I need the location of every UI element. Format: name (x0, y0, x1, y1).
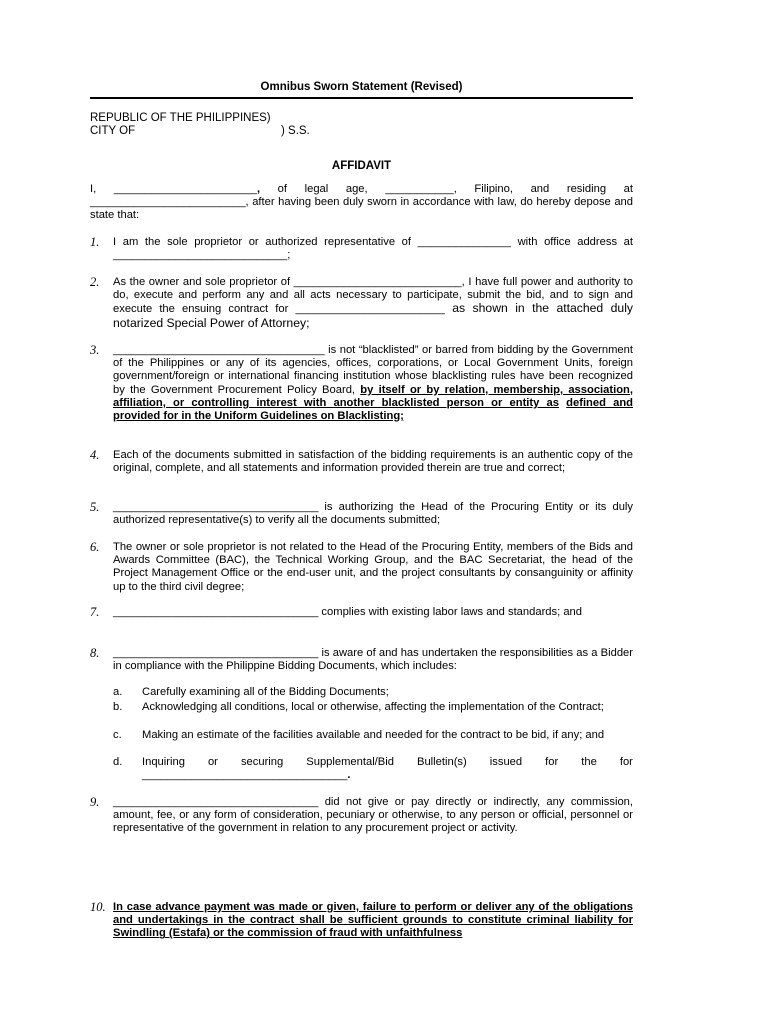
item-number: 4. (90, 448, 100, 462)
list-item (90, 796, 633, 836)
list-item (90, 344, 633, 423)
document-title: Omnibus Sworn Statement (Revised) (260, 81, 463, 93)
sub-item-blank-line (142, 769, 633, 782)
item-text: _________________________________ is authorizing the Head of the Procuring Entity or its duly authorized representative(s) to verify all the documents submitted; (113, 501, 633, 527)
item-text: _________________________________ complies with existing labor laws and standards; and (113, 606, 582, 618)
intro-comma: , (256, 183, 261, 195)
list-item (90, 606, 633, 619)
item-text: _________________________________ did not give or pay directly or indirectly, any commission, amount, fee, or any form of consideration, pecuniary or otherwise, to any person or official, personnel or representative of the government in relation to any procurement project or activity. (113, 796, 633, 835)
list-item (90, 647, 633, 673)
sub-item-word: for (545, 756, 559, 768)
item-text: In case advance payment was made or given, failure to perform or deliver any of the obligations and undertakings in the contract shall be sufficient grounds to constitute criminal liability for Swindling (Estafa) or the commission of fraud with unfaithfulness (113, 901, 633, 940)
affidavit-heading: AFFIDAVIT (331, 160, 392, 172)
sub-item-text: Making an estimate of the facilities available and needed for the contract to be bid, if any; and (142, 729, 605, 741)
venue-republic: REPUBLIC OF THE PHILIPPINES) (90, 112, 271, 124)
list-item (90, 449, 633, 475)
item-number: 10. (90, 900, 106, 914)
item-number: 1. (90, 235, 100, 249)
item-text-bold-underline: by itself or by relation, membership, association, affiliation, or controlling interest with another blacklisted person or entity as (113, 383, 633, 409)
item-text: _________________________________ is aware of and has undertaken the responsibilities as a Bidder in compliance with the Philippine Bidding Documents, which includes: (113, 647, 633, 673)
sub-item-word: the (581, 756, 597, 768)
sub-item-spread-line (142, 756, 633, 769)
item-text-part: As the owner and sole proprietor of ___________________________, I have full power and authority to do, execute and perform any and all acts necessary to participate, submit the bid, and to sign and execute the ensuing contract for ________________________ (113, 276, 633, 316)
item-text-bold-underline: defined and provided for in the Uniform Guidelines on Blacklisting; (113, 396, 634, 423)
item-text-part: __________________________________ is not “blacklisted” or barred from bidding by the Government of the Philippines or any of its agencies, offices, corporations, or Local Government Units, foreign government/foreign or international financing institution whose blacklisting rules have been recognized by the Government Procurement Policy Board, (113, 344, 633, 396)
sub-item-letter: b. (113, 701, 123, 713)
list-item (90, 541, 633, 594)
sub-item-letter: c. (113, 729, 122, 741)
sub-list-item (113, 701, 633, 714)
intro-rest: of legal age, ___________, Filipino, and residing at _________________________, after having been duly sworn in accordance with law, do hereby depose and state that: (90, 183, 633, 222)
item-text (113, 344, 633, 423)
item-number: 8. (90, 646, 100, 660)
list-item (90, 501, 633, 527)
intro-name-blank: I, _______________________ (90, 183, 257, 195)
sub-item-letter: d. (113, 756, 123, 768)
sub-item-blank: _________________________________ (142, 769, 348, 782)
sub-item-word: Supplemental/Bid (306, 756, 394, 768)
sub-item-word: issued (489, 756, 523, 768)
sub-item-text (142, 756, 633, 782)
item-number: 2. (90, 275, 100, 289)
item-number: 3. (90, 343, 100, 357)
item-text: Each of the documents submitted in satisfaction of the bidding requirements is an authentic copy of the original, complete, and all statements and information provided therein are true and correct; (113, 449, 633, 475)
sub-item-text: Acknowledging all conditions, local or otherwise, affecting the implementation of the Contract; (142, 701, 604, 713)
item-number: 5. (90, 500, 100, 514)
sub-item-word: securing (240, 756, 284, 768)
sub-item-word: for (619, 756, 633, 768)
item-text (113, 276, 633, 331)
sub-item-word: Inquiring (142, 756, 185, 768)
intro-paragraph (90, 183, 633, 223)
item-text-part-large: as shown in the attached duly notarized Special Power of Attorney; (113, 301, 633, 330)
sub-item-word: or (207, 756, 218, 768)
venue-ss: ) S.S. (281, 125, 310, 137)
item-text: I am the sole proprietor or authorized representative of _______________ with office address at ____________________________; (113, 236, 633, 262)
sub-item-period: . (347, 769, 351, 782)
sub-item-text: Carefully examining all of the Bidding Documents; (142, 686, 389, 698)
list-item (90, 901, 633, 941)
sub-list-item (113, 756, 633, 782)
sub-list-item (113, 729, 633, 742)
item-text: The owner or sole proprietor is not related to the Head of the Procuring Entity, members of the Bids and Awards Committee (BAC), the Technical Working Group, and the BAC Secretariat, the head of the Project Management Office or the end-user unit, and the project consultants by consanguinity or affinity up to the third civil degree; (113, 541, 633, 593)
list-item (90, 276, 633, 331)
title-underline (90, 97, 633, 99)
sub-item-word: Bulletin(s) (417, 756, 467, 768)
item-number: 6. (90, 540, 100, 554)
venue-city: CITY OF (90, 125, 136, 137)
list-item (90, 236, 633, 262)
item-number: 7. (90, 605, 100, 619)
sub-item-letter: a. (113, 686, 123, 698)
item-number: 9. (90, 795, 100, 809)
sub-list-item (113, 686, 633, 699)
